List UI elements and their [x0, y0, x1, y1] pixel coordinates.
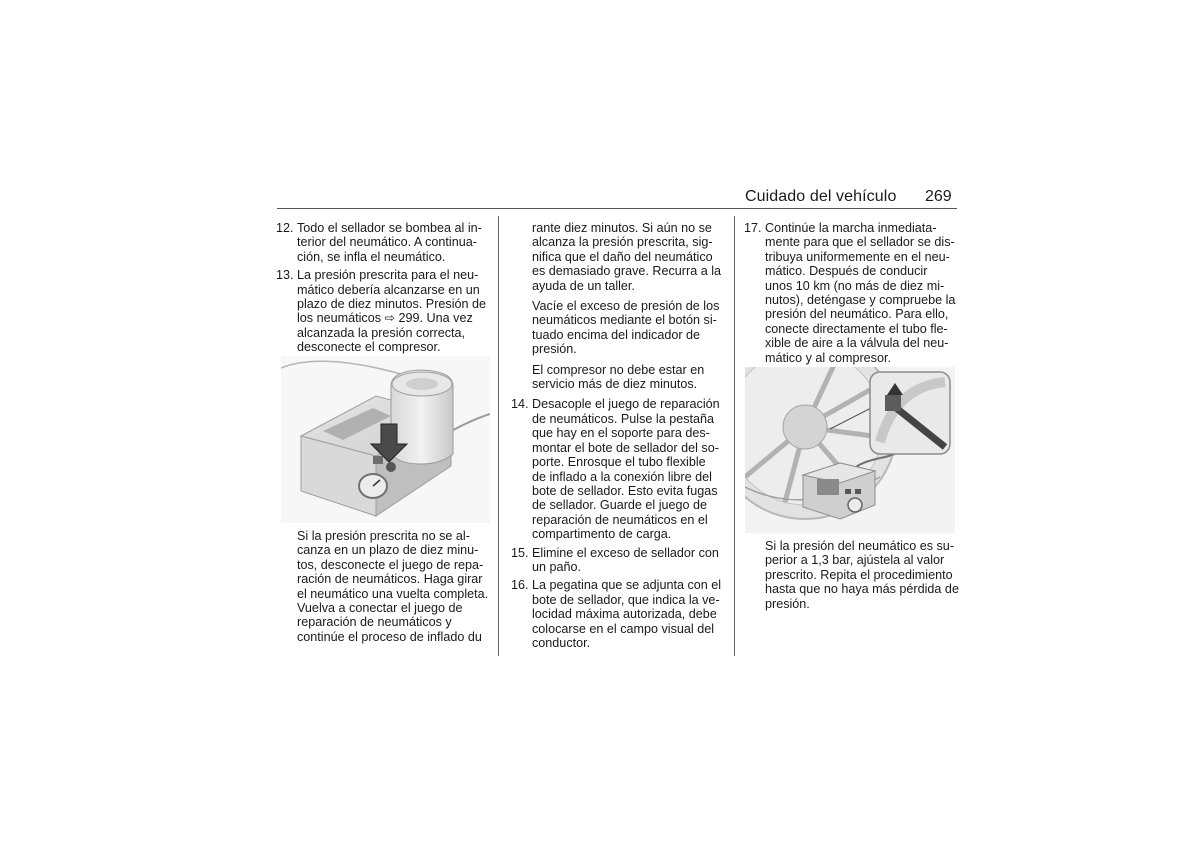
step-number: 15.: [511, 545, 529, 560]
column-3: [744, 221, 958, 369]
step-number: 13.: [276, 268, 294, 283]
step-17: [744, 221, 958, 365]
column-1-continuation: [297, 529, 489, 650]
paragraph-continued: rante diez minutos. Si aún no se alcanza la presión prescrita, significa que el daño del neumático es demasiado grave. Recurra a la ayuda de un taller.: [532, 221, 722, 293]
step-number: 12.: [276, 221, 294, 235]
step-15: [511, 546, 723, 575]
header-rule: [277, 208, 957, 209]
step-16: [511, 578, 723, 650]
step-text: Continúe la marcha inmediatamente para que el sellador se distribuya uniformemente en el neumático. Después de conducir unos 10 km (no más de diez minutos), deténgase y compruebe la presión del neumático. Para ello, conecte directamente el tubo flexible de aire a la válvula del neumático y al compresor.: [765, 221, 956, 365]
step-text: Desacople el juego de reparación de neumáticos. Pulse la pestaña que hay en el soporte para desmontar el bote de sellador del soporte. Enrosque el tubo flexible de inflado a la conexión libre del bote de sellador. Esto evita fugas de sellador. Guarde el juego de reparación de neumáticos en el compartimento de carga.: [532, 397, 720, 542]
paragraph-compressor-limit: El compresor no debe estar en servicio más de diez minutos.: [532, 362, 705, 392]
section-title: Cuidado del vehículo: [745, 188, 897, 205]
paragraph-adjust-pressure: Si la presión del neumático es superior a 1,3 bar, ajústela al valor prescrito. Repita el procedimiento hasta que no haya más pérdida de presión.: [765, 539, 959, 611]
column-2: [511, 221, 723, 654]
step-text: Todo el sellador se bombea al interior del neumático. A continuación, se infla el neumático.: [297, 221, 482, 264]
page-number: 269: [925, 188, 952, 205]
column-divider-1: [498, 216, 499, 656]
step-number: 16.: [511, 578, 529, 593]
tyre-valve-compressor-illustration: [745, 367, 955, 533]
compressor-sealant-illustration: [281, 356, 490, 523]
step-number: 17.: [744, 221, 762, 235]
column-divider-2: [734, 216, 735, 656]
step-text: La presión prescrita para el neumático debería alcanzarse en un plazo de diez minutos. Presión de los neumáticos ⇨ 299. Una vez alcanzada la presión correcta, desconecte el compresor.: [297, 268, 487, 355]
column-1: [276, 221, 488, 359]
column-3-continuation: [765, 539, 959, 617]
step-13: [276, 268, 488, 354]
step-number: 14.: [511, 397, 529, 412]
paragraph-deflate: Vacíe el exceso de presión de los neumáticos mediante el botón situado encima del indicador de presión.: [532, 299, 720, 357]
step-text: La pegatina que se adjunta con el bote de sellador, que indica la velocidad máxima autorizada, debe colocarse en el campo visual del conductor.: [532, 578, 722, 650]
paragraph-pressure-not-reached: Si la presión prescrita no se alcanza en un plazo de diez minutos, desconecte el juego de reparación de neumáticos. Haga girar el neumático una vuelta completa. Vuelva a conectar el juego de reparación de neumáticos y continúe el proceso de inflado du: [297, 529, 489, 644]
step-14: [511, 397, 723, 541]
step-text: Elimine el exceso de sellador con un paño.: [532, 545, 719, 574]
step-12: [276, 221, 488, 264]
